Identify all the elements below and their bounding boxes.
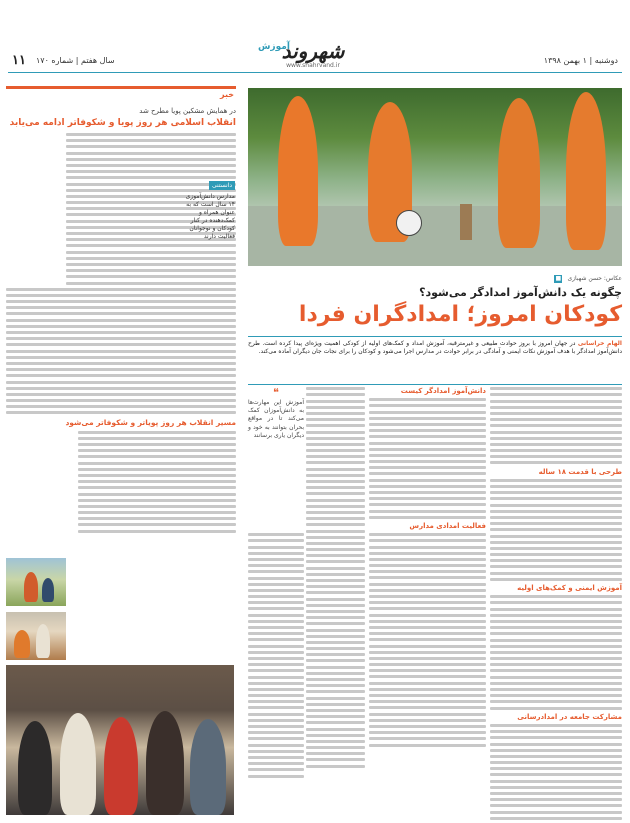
column-middle-text [369,398,486,519]
note-tag: دانستنی [209,181,235,190]
issue-series: سال هفتم | شماره ۱۷۰ [36,56,115,65]
note-text: مدارس دانش‌آموزی ۱۴ سال است که به عنوان همراه و کمک‌دهنده در کنار کودکان و نوجوانان فعالیت دارند [185,193,235,240]
photo-students-drill [6,612,66,660]
column-middle-text-2 [369,533,486,746]
subhead-legacy: طرحی با قدمت ۱۸ ساله [538,467,622,476]
subhead-activities: فعالیت امدادی مدارس [409,521,486,530]
subhead-community: مشارکت جامعه در امدادرسانی [517,712,622,721]
side-note-lines [248,530,304,610]
camera-icon: ■ [555,274,562,282]
brand-small: آموزش [258,42,290,52]
photo-rescue-training [6,558,66,606]
article-column-middle [369,384,486,750]
article-kicker: چگونه یک دانش‌آموز امدادگر می‌شود؟ [419,286,622,299]
article-title: کودکان امروز؛ امدادگران فردا [298,302,622,327]
article-lead [248,336,622,385]
lead-author: الهام خراسانی [577,340,622,347]
photo-ceremony [6,665,234,815]
article-column-right [490,384,622,823]
quote-icon: ❝ [273,386,279,399]
page-number: ۱۱ [12,53,26,68]
news-subhead-1: مسیر انقلاب هر روز پویاتر و شکوفاتر می‌شود [65,418,236,428]
column-right-text-4 [490,724,622,820]
issue-date: دوشنبه | ۱ بهمن ۱۳۹۸ [543,56,618,65]
lead-text: در جهان امروز با بروز حوادث طبیعی و غیرمترقبه، آموزش امداد و کمک‌های اولیه از کودکی اهمیت ویژه‌ای پیدا کرده است. طرح دانش‌آموز امدادگر با هدف آموزش نکات ایمنی و آمادگی در برابر حوادث در مدارس اجرا می‌شود و کودکان را برای نجات جان دیگران آماده می‌کند. [248,340,622,356]
column-right-text-2 [490,479,622,581]
article-column-narrow [306,384,365,771]
note-box [185,172,235,241]
brand-logo [258,39,368,69]
brand-url: www.shahrvand.ir [286,62,340,69]
photo-caption [248,268,622,282]
news-lead: در همایش مشکین پویا مطرح شد [139,107,236,115]
brand-name: شهروند [281,39,345,63]
section-label: خبر [219,90,234,99]
main-photo [248,88,622,266]
news-headline: انقلاب اسلامی هر روز پویا و شکوفاتر ادامه می‌یابد [9,118,236,128]
section-bar [6,86,236,103]
news-body-text [6,288,236,415]
quote-text: آموزش این مهارت‌ها به دانش‌آموزان کمک می‌کند تا در مواقع بحران بتوانند به خود و دیگران یاری برسانند [248,399,304,439]
column-right-text [490,387,622,464]
news-body-text-2 [78,431,236,533]
pull-quote [248,386,304,526]
photo-credit: عکاس: حسن شهبازی [567,275,622,282]
subhead-safety: آموزش ایمنی و کمک‌های اولیه [517,584,622,592]
column-right-text-3 [490,595,622,709]
column-narrow-text [306,387,365,767]
subhead-who: دانش‌آموز امدادگر کیست [400,387,486,395]
